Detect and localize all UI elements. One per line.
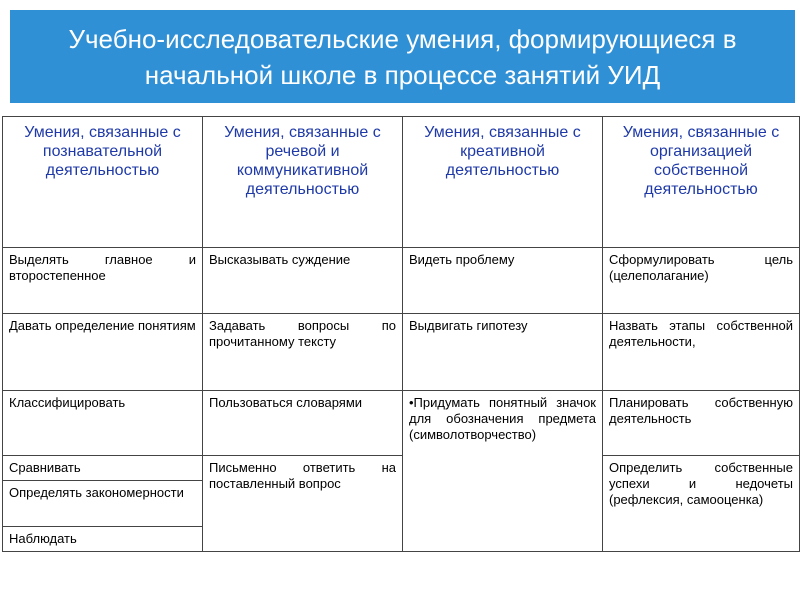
table-cell: Сформулировать цель (целеполагание) [603,248,800,314]
table-cell: Задавать вопросы по прочитанному тексту [203,314,403,391]
table-row [3,391,800,456]
table-cell: Видеть проблему [403,248,603,314]
table-cell: Выдвигать гипотезу [403,314,603,391]
table-cell: •Придумать понятный значок для обозначения предмета (символотворчество) [403,391,603,552]
table-row [3,248,800,314]
column-header-cognitive: Умения, связанные с познавательной деятельностью [3,117,203,248]
header-row [3,117,800,248]
table-cell: Сравнивать [3,456,203,481]
table-cell: Назвать этапы собственной деятельности, [603,314,800,391]
table-row [3,456,800,481]
column-header-speech: Умения, связанные с речевой и коммуникативной деятельностью [203,117,403,248]
skills-table [2,116,800,552]
table-row [3,314,800,391]
table-cell: Высказывать суждение [203,248,403,314]
table-cell: Определять закономерности [3,481,203,527]
table-cell: Определить собственные успехи и недочеты (рефлексия, самооценка) [603,456,800,552]
table-cell: Классифицировать [3,391,203,456]
table-cell: Пользоваться словарями [203,391,403,456]
table-cell: Наблюдать [3,527,203,552]
slide-title: Учебно-исследовательские умения, формирующиеся в начальной школе в процессе занятий УИД [68,23,737,90]
column-header-creative: Умения, связанные с креативной деятельностью [403,117,603,248]
column-header-organization: Умения, связанные с организацией собственной деятельностью [603,117,800,248]
table-cell: Выделять главное и второстепенное [3,248,203,314]
table-cell: Давать определение понятиям [3,314,203,391]
title-banner [10,10,795,103]
table-cell: Планировать собственную деятельность [603,391,800,456]
table-cell: Письменно ответить на поставленный вопрос [203,456,403,552]
